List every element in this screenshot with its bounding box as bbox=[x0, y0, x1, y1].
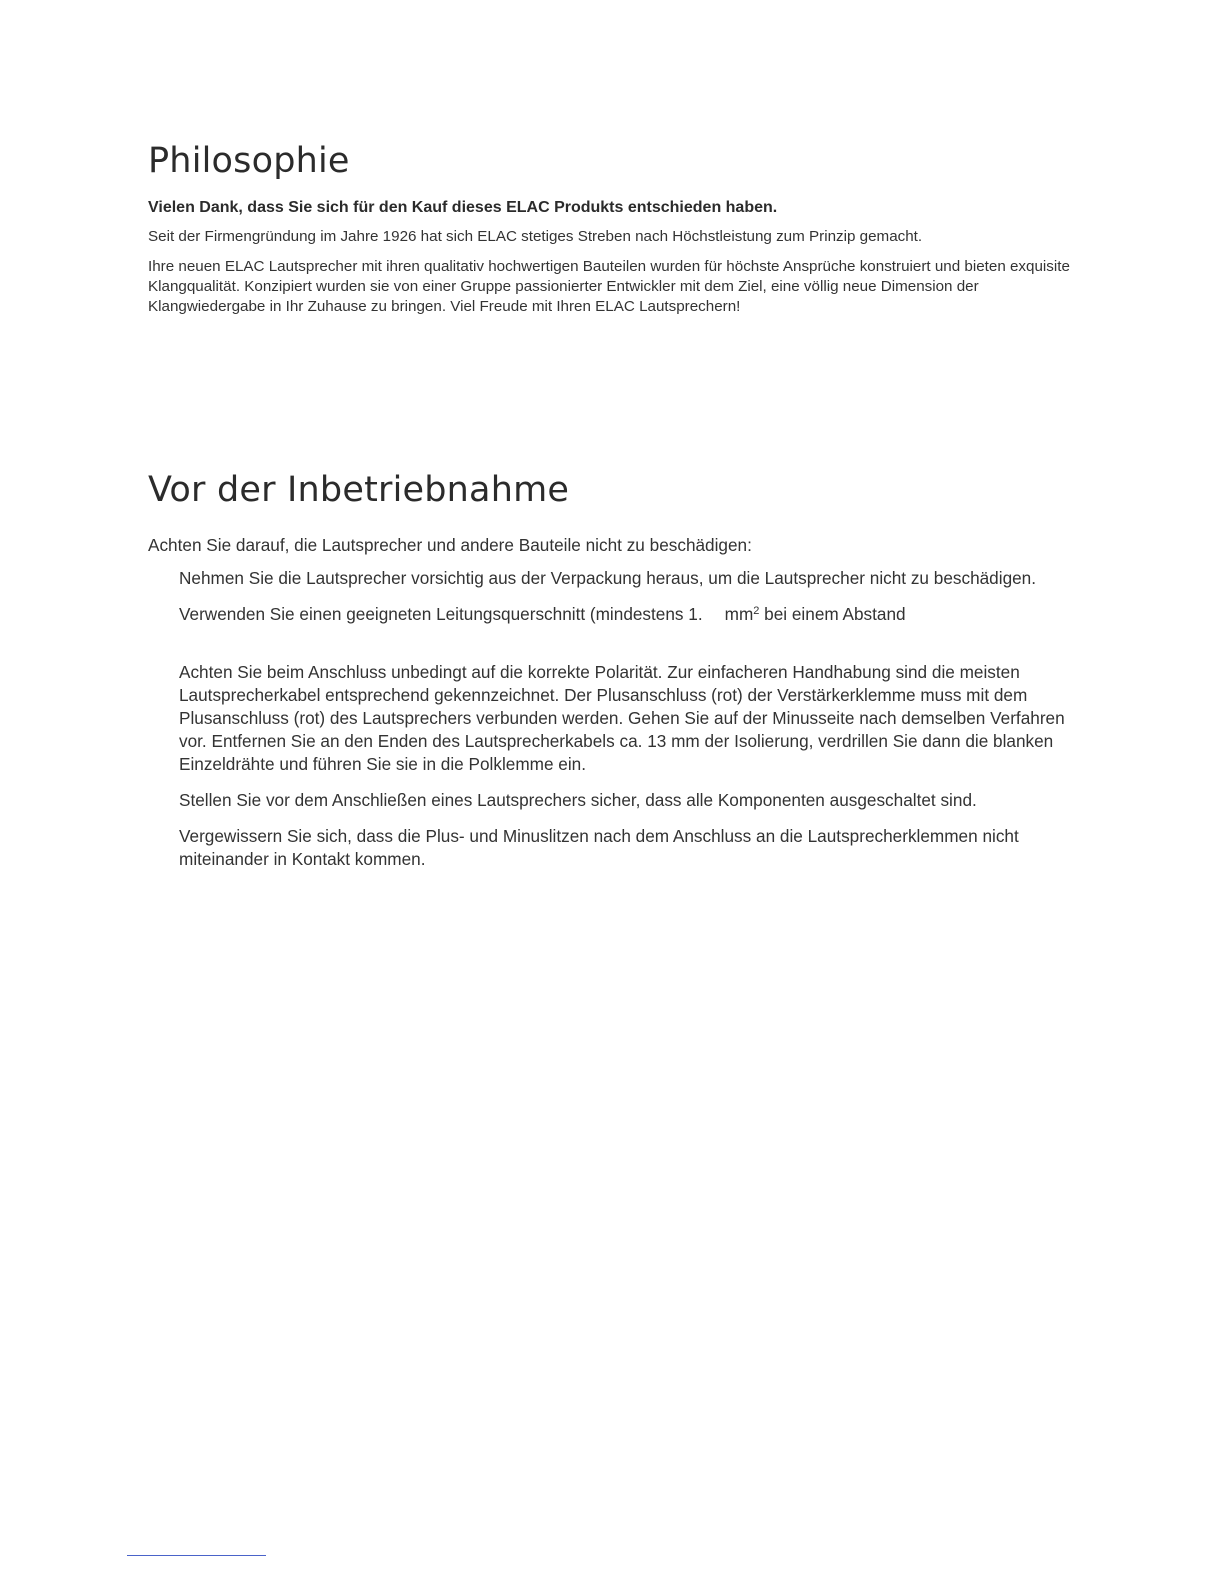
list-item-no-contact: Vergewissern Sie sich, dass die Plus- und Minuslitzen nach dem Anschluss an die Lautsprecherklemmen nicht miteinander in Kontakt kommen. bbox=[179, 826, 1019, 869]
footer-link-underline bbox=[127, 1555, 266, 1556]
heading-vor-der-inbetriebnahme: Vor der Inbetriebnahme bbox=[148, 470, 570, 510]
intro-paragraph: Achten Sie darauf, die Lautsprecher und andere Bauteile nicht zu beschädigen: bbox=[148, 535, 752, 555]
instruction-list bbox=[148, 567, 1069, 871]
section-philosophie bbox=[148, 138, 1078, 317]
history-paragraph: Seit der Firmengründung im Jahre 1926 hat sich ELAC stetiges Streben nach Höchstleistung zum Prinzip gemacht. bbox=[148, 228, 923, 245]
list-item-power-off: Stellen Sie vor dem Anschließen eines Lautsprechers sicher, dass alle Komponenten ausgeschaltet sind. bbox=[179, 790, 977, 810]
list-item-unpacking: Nehmen Sie die Lautsprecher vorsichtig aus der Verpackung heraus, um die Lautsprecher nicht zu beschädigen. bbox=[179, 568, 1037, 588]
unit-superscript: 2 bbox=[753, 605, 760, 617]
list-item-polarity: Achten Sie beim Anschluss unbedingt auf die korrekte Polarität. Zur einfacheren Handhabung sind die meisten Lautsprecherkabel entsprechend gekennzeichnet. Der Plusanschluss (rot) der Verstärkerklemme muss mit dem Plusanschluss (rot) des Lautsprechers verbunden werden. Gehen Sie auf der Minusseite nach demselben Verfahren vor. Entfernen Sie an den Enden des Lautsprecherkabels ca. 13 mm der Isolierung, verdrillen Sie dann die blanken Einzeldrähte und führen Sie sie in die Polklemme ein. bbox=[179, 662, 1065, 774]
thank-you-lead: Vielen Dank, dass Sie sich für den Kauf dieses ELAC Produkts entschieden haben. bbox=[148, 199, 778, 216]
product-paragraph: Ihre neuen ELAC Lautsprecher mit ihren qualitativ hochwertigen Bauteilen wurden für höchste Ansprüche konstruiert und bieten exquisite Klangqualität. Konzipiert wurden sie von einer Gruppe passionierter Entwickler mit dem Ziel, eine völlig neue Dimension der Klangwiedergabe in Ihr Zuhause zu bringen. Viel Freude mit Ihren ELAC Lautsprechern! bbox=[148, 258, 1070, 315]
list-item-cable-cross-section bbox=[179, 603, 1069, 626]
heading-philosophie: Philosophie bbox=[148, 141, 350, 181]
unit-mm: mm bbox=[724, 604, 754, 624]
section-vor-der-inbetriebnahme bbox=[148, 467, 1078, 884]
cable-text-after: bei einem Abstand bbox=[759, 604, 906, 624]
cable-text-before: Verwenden Sie einen geeigneten Leitungsquerschnitt (mindestens 1. bbox=[179, 604, 703, 624]
